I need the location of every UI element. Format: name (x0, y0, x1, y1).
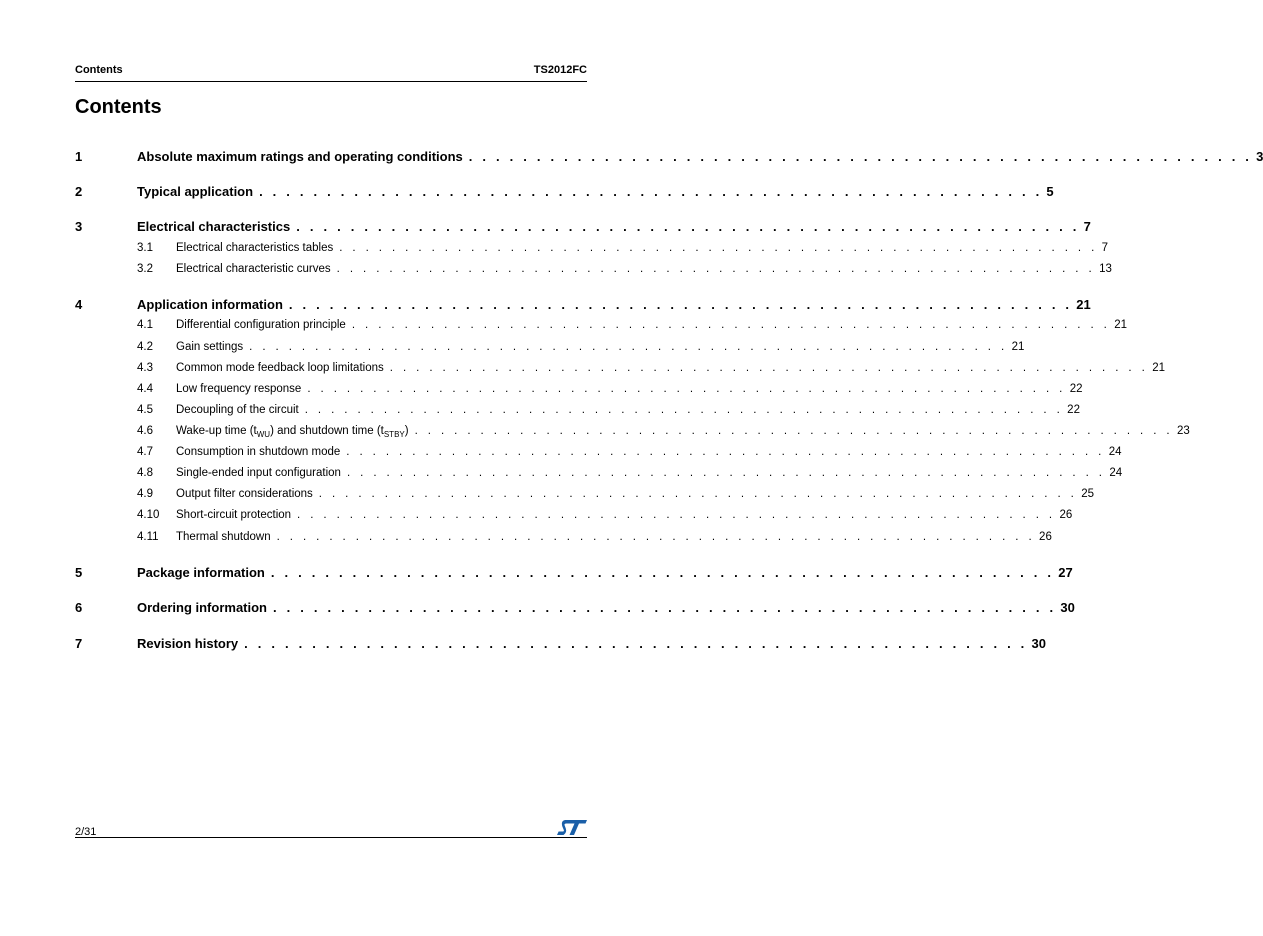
toc-entry-3-1[interactable] (75, 242, 1109, 254)
toc-entry-page: 5 (1046, 184, 1054, 199)
toc-entry-page: 25 (1081, 488, 1095, 500)
toc-entry-page: 3 (1256, 149, 1263, 164)
toc-entry-page: 24 (1109, 467, 1123, 479)
toc-entry-4-3[interactable] (75, 362, 1165, 374)
toc-entry-4-2[interactable] (75, 341, 1025, 353)
toc-leader-dots: . . . . . . . . . . . . . . . . . . . . . . . . . . . . . . . . . . . . . . . . . . . . . . . . . . . . . . . . . . (346, 467, 1106, 479)
toc-entry-4-1[interactable] (75, 319, 1128, 331)
toc-entry-title: Single-ended input configuration (176, 467, 341, 479)
toc-entry-number: 4.7 (137, 446, 153, 458)
toc-leader-dots: . . . . . . . . . . . . . . . . . . . . . . . . . . . . . . . . . . . . . . . . . . . . . . . . . . . . . . . . . . (296, 219, 1080, 234)
toc-entry-4-5[interactable] (75, 404, 1080, 416)
st-logo-icon (556, 819, 588, 837)
toc-entry-title: Wake-up time $(t_{WU})$ and shutdown time $(t_{STBY})$ (176, 425, 409, 439)
toc-entry-page: 26 (1059, 509, 1073, 521)
toc-entry-number: 4.9 (137, 488, 153, 500)
toc-entry-title: Electrical characteristics (137, 219, 291, 234)
toc-entry-number: 4.10 (137, 509, 160, 521)
toc-entry-page: 21 (1152, 362, 1165, 374)
toc-entry-2[interactable] (75, 184, 1054, 199)
toc-entry-number: 4.5 (137, 404, 153, 416)
toc-entry-7[interactable] (75, 636, 1046, 651)
toc-leader-dots: . . . . . . . . . . . . . . . . . . . . . . . . . . . . . . . . . . . . . . . . . . . . . . . . . . . . . . . . . . (336, 263, 1096, 275)
toc-entry-title: Consumption in shutdown mode (176, 446, 341, 458)
toc-entry-title: Decoupling of the circuit (176, 404, 299, 416)
toc-entry-page: 21 (1114, 319, 1128, 331)
toc-entry-page: 7 (1101, 242, 1109, 254)
toc-entry-page: 21 (1076, 297, 1091, 312)
toc-entry-number: 4.3 (137, 362, 153, 374)
toc-entry-title: Ordering information (137, 600, 267, 615)
toc-entry-6[interactable] (75, 600, 1075, 615)
toc-entry-page: 22 (1069, 383, 1083, 395)
toc-entry-number: 4 (75, 297, 83, 312)
toc-entry-number: 3.2 (137, 263, 153, 275)
toc-entry-4-7[interactable] (75, 446, 1122, 458)
toc-leader-dots: . . . . . . . . . . . . . . . . . . . . . . . . . . . . . . . . . . . . . . . . . . . . . . . . . . . . . . . . . . (346, 446, 1105, 458)
toc-entry-number: 7 (75, 636, 83, 651)
toc-entry-page: 26 (1039, 531, 1052, 543)
toc-entry-page: 30 (1060, 600, 1075, 615)
toc-entry-page: 22 (1067, 404, 1080, 416)
toc-leader-dots: . . . . . . . . . . . . . . . . . . . . . . . . . . . . . . . . . . . . . . . . . . . . . . . . . . . . . . . . . . (351, 319, 1111, 331)
toc-entry-number: 4.4 (137, 383, 153, 395)
toc-entry-3-2[interactable] (75, 263, 1112, 275)
toc-entry-number: 1 (75, 149, 83, 164)
toc-leader-dots: . . . . . . . . . . . . . . . . . . . . . . . . . . . . . . . . . . . . . . . . . . . . . . . . . . . . . . . . . . (318, 488, 1078, 500)
header-part-number: TS2012FC (533, 64, 587, 76)
toc-entry-page: 24 (1108, 446, 1122, 458)
toc-entry-title: Differential configuration principle (176, 319, 346, 331)
toc-entry-title: Short-circuit protection (176, 509, 292, 521)
toc-entry-title: Application information (137, 297, 283, 312)
toc-leader-dots: . . . . . . . . . . . . . . . . . . . . . . . . . . . . . . . . . . . . . . . . . . . . . . . . . . . . . . . . . . (414, 425, 1174, 437)
toc-entry-number: 4.2 (137, 341, 153, 353)
toc-entry-4-8[interactable] (75, 467, 1123, 479)
footer-rule (75, 837, 587, 838)
toc-entry-title: Output filter considerations (176, 488, 313, 500)
toc-entry-number: 3.1 (137, 242, 153, 254)
toc-entry-title: Typical application (137, 184, 254, 199)
toc-entry-number: 4.6 (137, 425, 153, 437)
toc-leader-dots: . . . . . . . . . . . . . . . . . . . . . . . . . . . . . . . . . . . . . . . . . . . . . . . . . . . . . . . . . . (259, 184, 1043, 199)
toc-entry-page: 27 (1058, 565, 1073, 580)
toc-entry-number: 4.8 (137, 467, 153, 479)
toc-entry-number: 3 (75, 219, 83, 234)
toc-leader-dots: . . . . . . . . . . . . . . . . . . . . . . . . . . . . . . . . . . . . . . . . . . . . . . . . . . . . . . . . . . (389, 362, 1149, 374)
toc-entry-4-4[interactable] (75, 383, 1083, 395)
page-header (75, 64, 587, 80)
toc-entry-number: 4.1 (137, 319, 153, 331)
toc-entry-title: Absolute maximum ratings and operating conditions (137, 149, 463, 164)
toc-leader-dots: . . . . . . . . . . . . . . . . . . . . . . . . . . . . . . . . . . . . . . . . . . . . . . . . . . . . . . . . . . (288, 297, 1073, 312)
toc-leader-dots: . . . . . . . . . . . . . . . . . . . . . . . . . . . . . . . . . . . . . . . . . . . . . . . . . . . . . . . . . . (276, 531, 1036, 543)
toc-entry-page: 30 (1031, 636, 1046, 651)
toc-leader-dots: . . . . . . . . . . . . . . . . . . . . . . . . . . . . . . . . . . . . . . . . . . . . . . . . . . . . . . . . . . (297, 509, 1056, 521)
toc-leader-dots: . . . . . . . . . . . . . . . . . . . . . . . . . . . . . . . . . . . . . . . . . . . . . . . . . . . . . . . . . . (468, 149, 1253, 164)
toc-entry-number: 4.11 (137, 531, 159, 543)
toc-entry-number: 5 (75, 565, 83, 580)
toc-entry-title: Common mode feedback loop limitations (176, 362, 384, 374)
toc-entry-title: Package information (137, 565, 265, 580)
toc-leader-dots: . . . . . . . . . . . . . . . . . . . . . . . . . . . . . . . . . . . . . . . . . . . . . . . . . . . . . . . . . . (273, 600, 1057, 615)
toc-entry-4-11[interactable] (75, 531, 1052, 543)
toc-leader-dots: . . . . . . . . . . . . . . . . . . . . . . . . . . . . . . . . . . . . . . . . . . . . . . . . . . . . . . . . . . (339, 242, 1098, 254)
toc-entry-3[interactable] (75, 219, 1091, 234)
toc-entry-1[interactable] (75, 149, 1263, 164)
toc-entry-title: Low frequency response (176, 383, 302, 395)
toc-entry-page: 23 (1177, 425, 1190, 437)
toc-entry-4-9[interactable] (75, 488, 1095, 500)
toc-entry-4-10[interactable] (75, 509, 1073, 521)
header-rule (75, 81, 587, 82)
page-title: Contents (75, 96, 162, 118)
toc-entry-title: Thermal shutdown (176, 531, 271, 543)
toc-entry-4[interactable] (75, 297, 1091, 312)
toc-entry-number: 6 (75, 600, 83, 615)
toc-entry-title: Electrical characteristic curves (176, 263, 331, 275)
toc-entry-title: Revision history (137, 636, 239, 651)
header-section-label: Contents (75, 64, 123, 76)
toc-leader-dots: . . . . . . . . . . . . . . . . . . . . . . . . . . . . . . . . . . . . . . . . . . . . . . . . . . . . . . . . . . (244, 636, 1028, 651)
toc-entry-number: 2 (75, 184, 83, 199)
toc-leader-dots: . . . . . . . . . . . . . . . . . . . . . . . . . . . . . . . . . . . . . . . . . . . . . . . . . . . . . . . . . . (270, 565, 1055, 580)
toc-leader-dots: . . . . . . . . . . . . . . . . . . . . . . . . . . . . . . . . . . . . . . . . . . . . . . . . . . . . . . . . . . (249, 341, 1008, 353)
toc-entry-page: 13 (1099, 263, 1112, 275)
toc-entry-page: 7 (1083, 219, 1091, 234)
toc-entry-5[interactable] (75, 565, 1073, 580)
toc-leader-dots: . . . . . . . . . . . . . . . . . . . . . . . . . . . . . . . . . . . . . . . . . . . . . . . . . . . . . . . . . . (307, 383, 1066, 395)
toc-entry-4-6[interactable] (75, 425, 1190, 439)
toc-entry-title: Gain settings (176, 341, 244, 353)
toc-entry-title: Electrical characteristics tables (176, 242, 334, 254)
toc-leader-dots: . . . . . . . . . . . . . . . . . . . . . . . . . . . . . . . . . . . . . . . . . . . . . . . . . . . . . . . . . . (304, 404, 1064, 416)
toc-entry-page: 21 (1011, 341, 1025, 353)
page-number: 2/31 (75, 826, 97, 838)
